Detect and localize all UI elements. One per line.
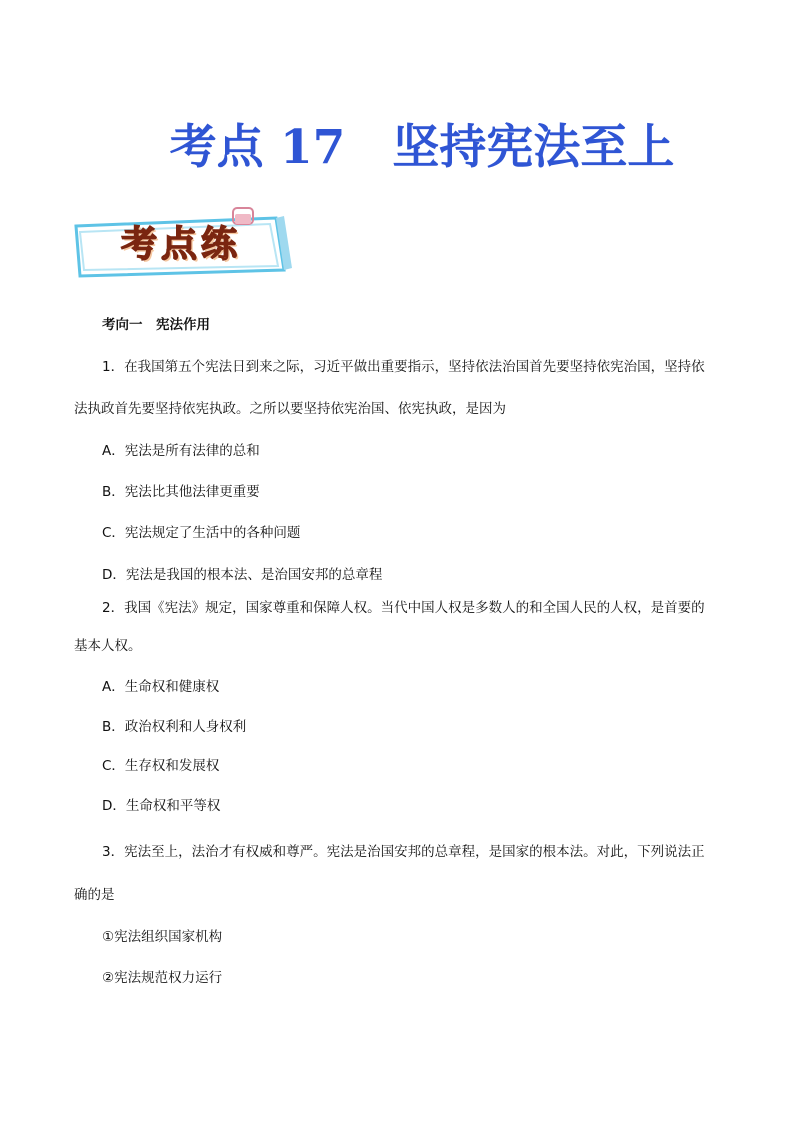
question-2-option-d: D．生命权和平等权 — [102, 798, 221, 814]
badge-label: 考点练 — [120, 224, 241, 265]
section-heading: 考向一 宪法作用 — [102, 317, 210, 333]
question-3-statement-2: ②宪法规范权力运行 — [102, 970, 223, 986]
question-3-line-2: 确的是 — [74, 887, 115, 903]
question-3-line-1: 3．宪法至上，法治才有权威和尊严。宪法是治国安邦的总章程，是国家的根本法。对此，下列说法正 — [102, 844, 705, 860]
question-2-option-b: B．政治权利和人身权利 — [102, 719, 247, 735]
question-1-line-2: 法执政首先要坚持依宪执政。之所以要坚持依宪治国、依宪执政，是因为 — [74, 401, 506, 417]
question-1-option-a: A．宪法是所有法律的总和 — [102, 443, 260, 459]
question-2-option-c: C．生存权和发展权 — [102, 758, 220, 774]
question-2-line-2: 基本人权。 — [74, 638, 142, 654]
question-2-option-a: A．生命权和健康权 — [102, 679, 220, 695]
question-2-line-1: 2．我国《宪法》规定，国家尊重和保障人权。当代中国人权是多数人的和全国人民的人权，是首要的 — [102, 600, 705, 616]
question-3-statement-1: ①宪法组织国家机构 — [102, 929, 223, 945]
question-1-option-d: D．宪法是我国的根本法、是治国安邦的总章程 — [102, 567, 383, 583]
page-title: 考点 17 坚持宪法至上 — [169, 120, 675, 175]
question-1-line-1: 1．在我国第五个宪法日到来之际，习近平做出重要指示，坚持依法治国首先要坚持依宪治国，坚持依 — [102, 359, 705, 375]
question-1-option-c: C．宪法规定了生活中的各种问题 — [102, 525, 301, 541]
question-1-option-b: B．宪法比其他法律更重要 — [102, 484, 260, 500]
